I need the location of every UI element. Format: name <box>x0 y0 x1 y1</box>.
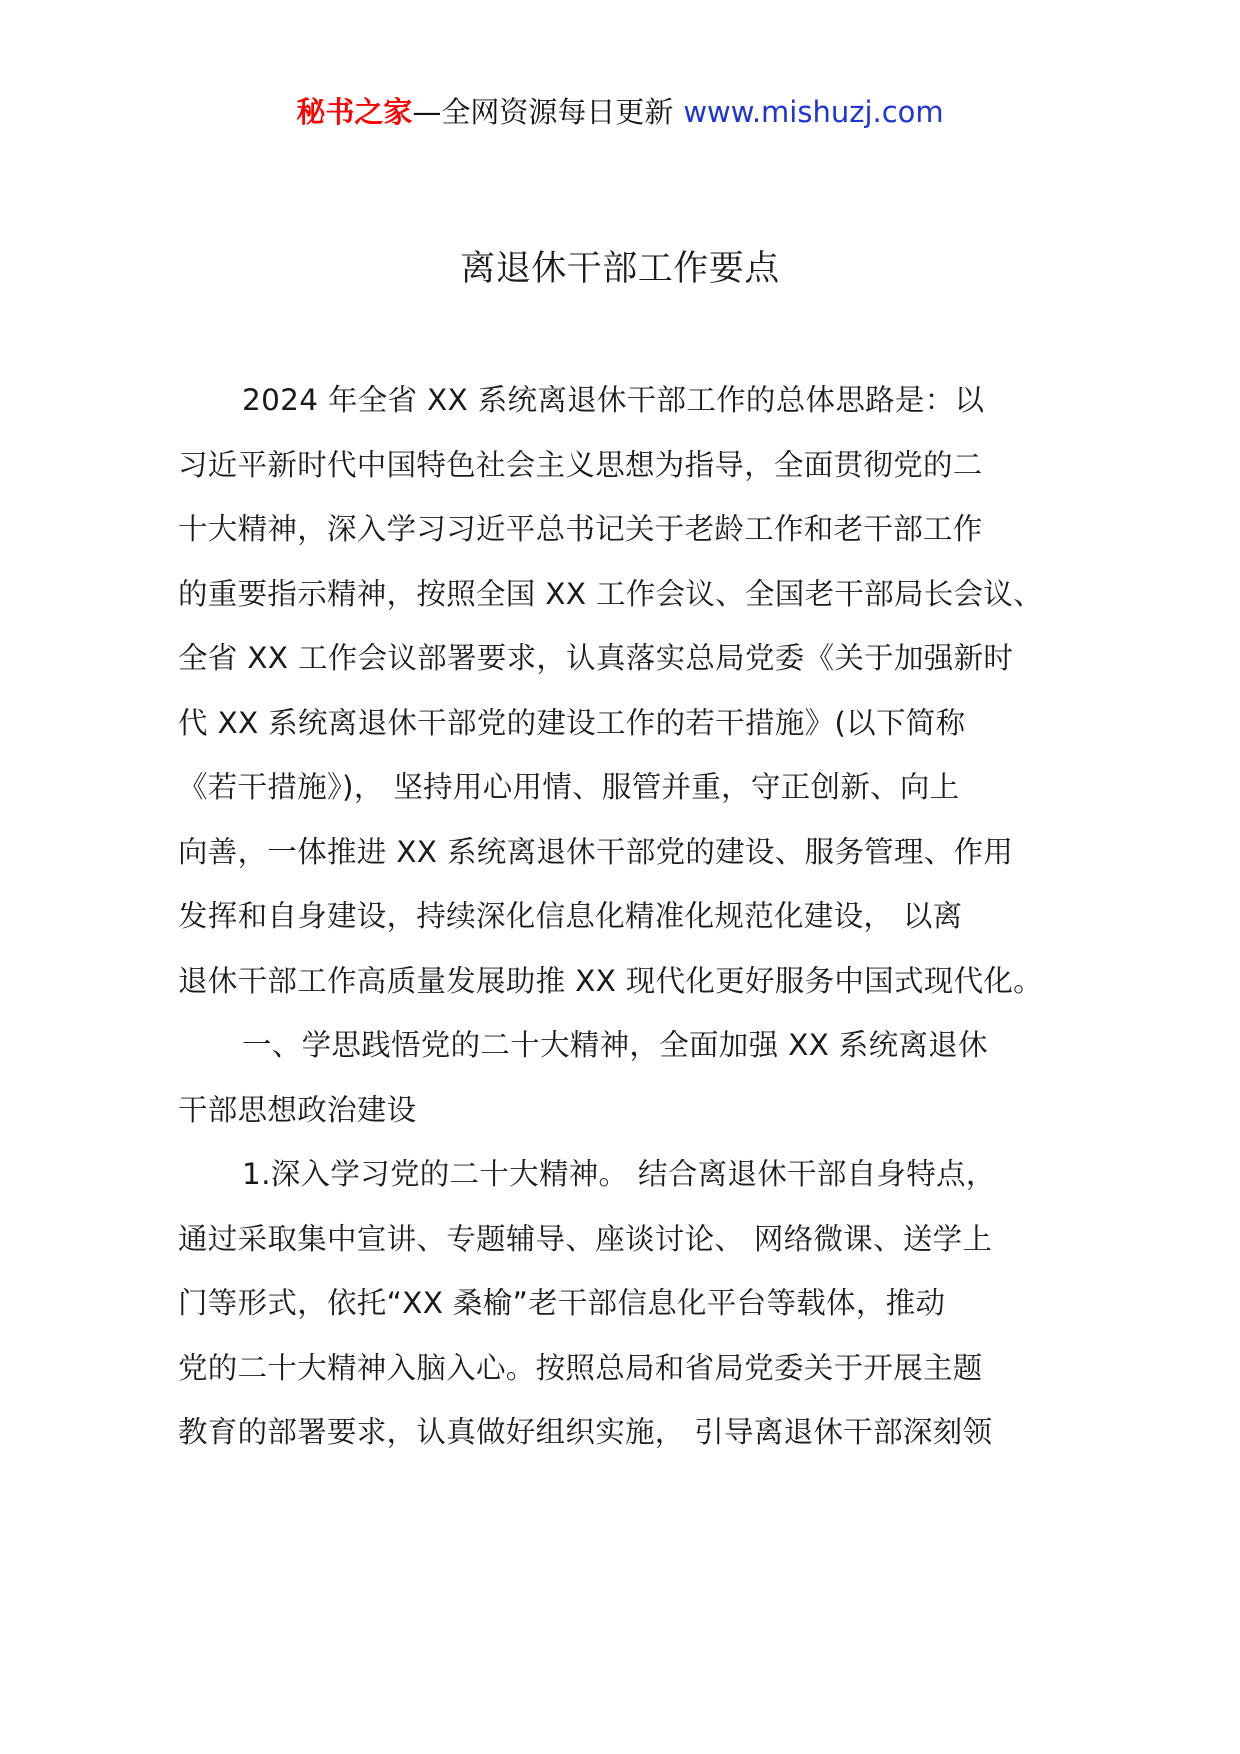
paragraph-line: 教育的部署要求，认真做好组织实施， 引导离退休干部深刻领 <box>178 1415 993 1449</box>
header-slogan: —全网资源每日更新 <box>412 95 674 129</box>
paragraph-line: 十大精神，深入学习习近平总书记关于老龄工作和老干部工作 <box>178 512 983 546</box>
paragraph-line: 门等形式，依托“XX 桑榆”老干部信息化平台等载体，推动 <box>178 1286 946 1320</box>
paragraph-line: 全省 XX 工作会议部署要求，认真落实总局党委《关于加强新时 <box>178 641 1014 675</box>
brand-name: 秘书之家 <box>296 95 413 129</box>
paragraph-line: 《若干措施》)， 坚持用心用情、服管并重，守正创新、向上 <box>178 770 960 804</box>
paragraph-line: 退休干部工作高质量发展助推 XX 现代化更好服务中国式现代化。 <box>178 963 1043 998</box>
site-url-link[interactable]: www.mishuzj.com <box>683 95 944 129</box>
paragraph-line: 1.深入学习党的二十大精神。 结合离退休干部自身特点， <box>242 1157 996 1191</box>
paragraph-line: 习近平新时代中国特色社会主义思想为指导，全面贯彻党的二 <box>178 447 983 482</box>
section-heading-line: 一、学思践悟党的二十大精神，全面加强 XX 系统离退休 <box>242 1028 988 1062</box>
paragraph-line: 发挥和自身建设，持续深化信息化精准化规范化建设， 以离 <box>178 899 963 933</box>
paragraph-line: 的重要指示精神，按照全国 XX 工作会议、全国老干部局长会议、 <box>178 576 1043 611</box>
paragraph-line: 党的二十大精神入脑入心。按照总局和省局党委关于开展主题 <box>178 1350 983 1385</box>
site-header <box>0 92 1240 132</box>
paragraph-line: 代 XX 系统离退休干部党的建设工作的若干措施》(以下简称 <box>178 705 966 740</box>
section-heading-line: 干部思想政治建设 <box>178 1092 417 1127</box>
paragraph-line: 向善，一体推进 XX 系统离退休干部党的建设、服务管理、作用 <box>178 834 1014 869</box>
document-body <box>178 368 1098 1465</box>
paragraph-line: 2024 年全省 XX 系统离退休干部工作的总体思路是：以 <box>242 383 985 417</box>
document-title: 离退休干部工作要点 <box>460 249 780 289</box>
paragraph-line: 通过采取集中宣讲、专题辅导、座谈讨论、 网络微课、送学上 <box>178 1221 993 1256</box>
